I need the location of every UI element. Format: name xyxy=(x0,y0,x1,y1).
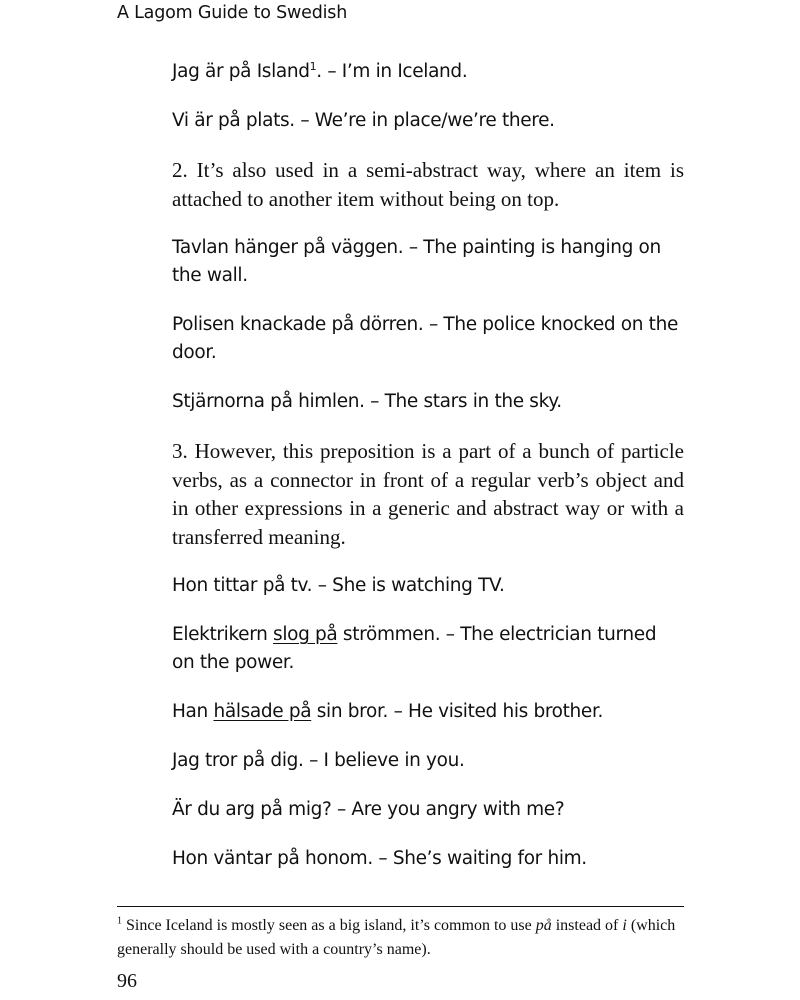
footnote-text: (which generally should be used with a country’s name). xyxy=(117,917,676,958)
footnote-italic: i xyxy=(622,917,627,934)
example-sentence: Är du arg på mig? – Are you angry with me? xyxy=(172,799,565,820)
page-number: 96 xyxy=(117,970,137,992)
example-text: Jag är på Island xyxy=(172,61,310,82)
example-sentence: Polisen knackade på dörren. – The police knocked on the door. xyxy=(172,314,678,363)
footnote xyxy=(117,914,684,962)
example-text: Han xyxy=(172,701,214,722)
footnote-number: 1 xyxy=(117,915,122,927)
example-sentence: Hon väntar på honom. – She’s waiting for him. xyxy=(172,848,587,869)
footnote-divider xyxy=(117,906,684,907)
footnote-text: Since Iceland is mostly seen as a big island, it’s common to use xyxy=(122,917,536,934)
particle-verb: hälsade på xyxy=(213,701,312,722)
example-sentence xyxy=(172,621,684,677)
footnote-italic: på xyxy=(535,917,552,934)
example-text: sin bror. – He visited his brother. xyxy=(311,701,604,722)
example-sentence: Tavlan hänger på väggen. – The painting is hanging on the wall. xyxy=(172,237,661,286)
footnote-reference[interactable]: 1 xyxy=(309,59,317,73)
example-sentence: Hon tittar på tv. – She is watching TV. xyxy=(172,575,505,596)
example-sentence: Vi är på plats. – We’re in place/we’re there. xyxy=(172,110,555,131)
example-sentence xyxy=(172,58,684,86)
running-header: A Lagom Guide to Swedish xyxy=(117,3,348,23)
footnote-text: instead of xyxy=(551,917,623,934)
explanation-paragraph: 3. However, this preposition is a part of a bunch of particle verbs, as a connector in front of a regular verb’s object and in other expressions in a generic and abstract way or with a transferred meaning. xyxy=(172,439,684,549)
example-text: Elektrikern xyxy=(172,624,274,645)
example-text: strömmen. – The electrician turned on the power. xyxy=(172,624,657,673)
example-sentence xyxy=(172,698,684,726)
example-sentence: Stjärnorna på himlen. – The stars in the sky. xyxy=(172,391,562,412)
example-sentence: Jag tror på dig. – I believe in you. xyxy=(172,750,465,771)
page-body xyxy=(172,58,684,894)
example-translation: . – I’m in Iceland. xyxy=(316,61,468,82)
particle-verb: slog på xyxy=(273,624,338,645)
explanation-paragraph: 2. It’s also used in a semi-abstract way, where an item is attached to another item without being on top. xyxy=(172,158,684,211)
